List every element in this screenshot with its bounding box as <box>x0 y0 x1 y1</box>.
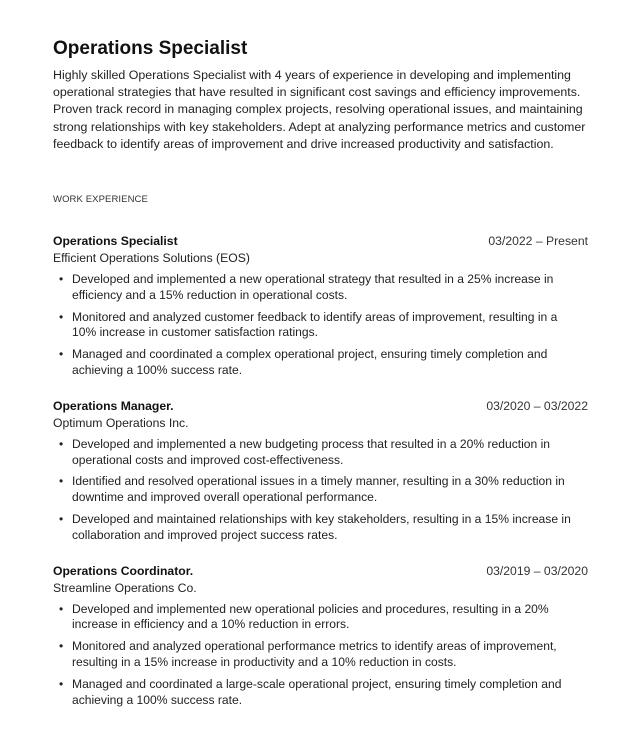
job-bullet-text: Developed and implemented a new operational strategy that resulted in a 25% increase in efficiency and a 15% reduction in operational costs. <box>72 272 554 302</box>
job-entry <box>53 563 588 709</box>
job-bullet-text: Identified and resolved operational issues in a timely manner, resulting in a 30% reduction in downtime and improved overall operational performance. <box>72 474 565 505</box>
job-bullet-text: Managed and coordinated a complex operational project, ensuring timely completion and achieving a 100% success rate. <box>72 347 548 377</box>
job-entry <box>53 233 588 379</box>
job-bullet-list <box>53 272 588 379</box>
bullet-icon: • <box>59 474 64 489</box>
job-title: Operations Manager. <box>53 398 174 413</box>
bullet-icon: • <box>59 511 64 526</box>
job-bullet <box>53 677 582 709</box>
job-bullet-list <box>53 602 588 709</box>
bullet-icon: • <box>59 309 64 324</box>
job-dates: 03/2019 – 03/2020 <box>486 563 588 578</box>
work-experience-heading: WORK EXPERIENCE <box>53 194 148 206</box>
job-bullet <box>53 310 582 342</box>
bullet-icon: • <box>59 436 64 451</box>
job-company: Efficient Operations Solutions (EOS) <box>53 251 250 266</box>
job-company: Optimum Operations Inc. <box>53 415 189 430</box>
job-dates: 03/2020 – 03/2022 <box>486 398 588 413</box>
job-bullet <box>53 347 582 379</box>
resume-title: Operations Specialist <box>53 38 248 59</box>
job-title: Operations Specialist <box>53 234 178 249</box>
job-bullet-text: Developed and maintained relationships with key stakeholders, resulting in a 15% increase in collaboration and improved project success rates. <box>72 511 571 542</box>
job-title: Operations Coordinator. <box>53 563 194 578</box>
bullet-icon: • <box>59 347 64 362</box>
job-bullet <box>53 474 582 506</box>
job-bullet-text: Monitored and analyzed customer feedback to identify areas of improvement, resulting in a 10% increase in customer satisfaction ratings. <box>72 309 558 340</box>
job-header <box>53 563 588 579</box>
job-bullet <box>53 602 582 634</box>
job-dates: 03/2022 – Present <box>488 234 588 249</box>
job-header <box>53 233 588 249</box>
job-bullet-text: Developed and implemented new operational policies and procedures, resulting in a 20% increase in efficiency and a 10% reduction in errors. <box>72 601 549 632</box>
job-entry <box>53 398 588 544</box>
bullet-icon: • <box>59 601 64 616</box>
job-bullet-text: Developed and implemented a new budgeting process that resulted in a 20% reduction in operational costs and improved cost-effectiveness. <box>72 436 551 467</box>
job-bullet <box>53 512 582 544</box>
job-bullet-list <box>53 437 588 544</box>
job-bullet-text: Managed and coordinated a large-scale operational project, ensuring timely completion and achieving a 100% success rate. <box>72 676 562 707</box>
bullet-icon: • <box>59 676 64 691</box>
job-bullet <box>53 272 582 304</box>
job-bullet <box>53 437 582 469</box>
bullet-icon: • <box>59 639 64 654</box>
professional-summary: Highly skilled Operations Specialist with 4 years of experience in developing and implementing operational strategies that have resulted in significant cost savings and efficiency improvements. Proven track record in managing complex projects, resolving operational issues, and maintaining strong relationships with key stakeholders. Adept at analyzing performance metrics and customer feedback to identify areas of improvement and drive increased productivity and satisfaction. <box>53 68 586 151</box>
job-bullet-text: Monitored and analyzed operational performance metrics to identify areas of improvement, resulting in a 15% increase in productivity and a 10% reduction in costs. <box>72 639 557 669</box>
job-header <box>53 398 588 414</box>
job-bullet <box>53 639 582 671</box>
job-company: Streamline Operations Co. <box>53 580 197 595</box>
bullet-icon: • <box>59 272 64 287</box>
